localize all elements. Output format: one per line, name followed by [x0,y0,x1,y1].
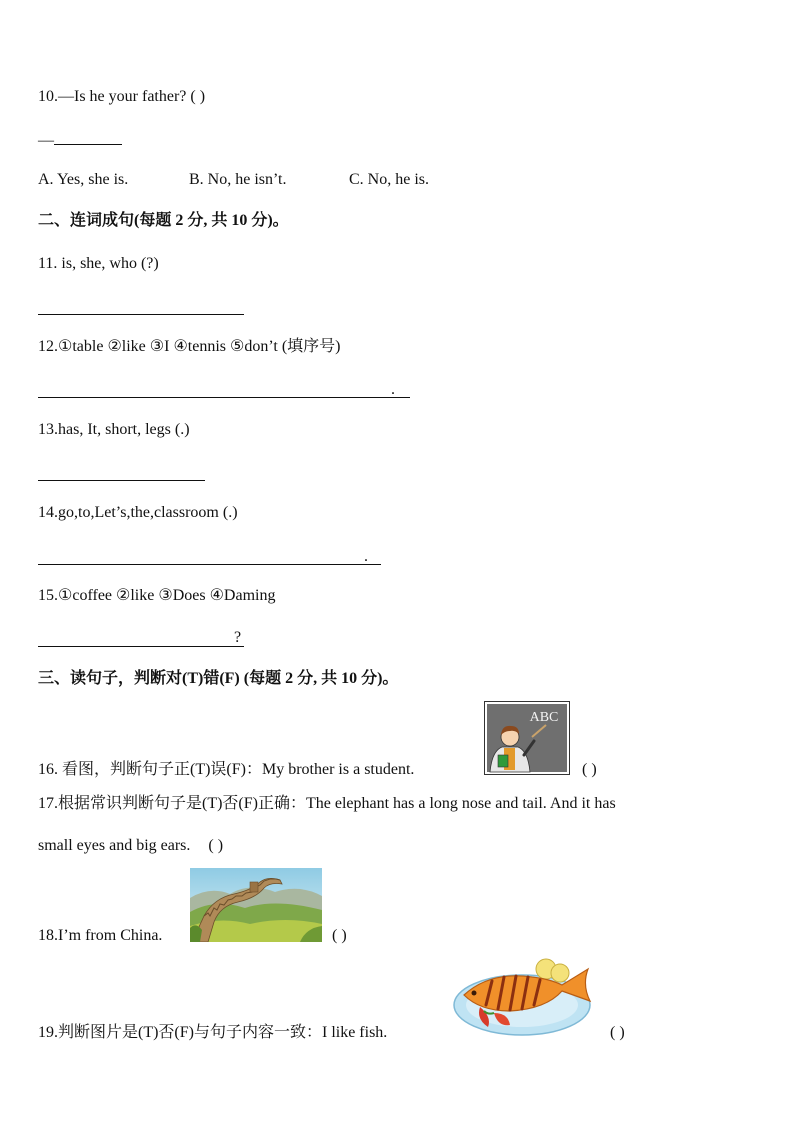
q10-answer-blank[interactable] [54,134,122,145]
q16-answer-paren[interactable]: ( ) [582,761,597,778]
section3-title: 三、读句子，判断对(T)错(F) (每题 2 分, 共 10 分)。 [38,670,399,687]
section2-title: 二、连词成句(每题 2 分, 共 10 分)。 [38,212,289,229]
q19-answer-paren[interactable]: ( ) [610,1024,625,1041]
q13-answer-blank[interactable] [38,480,205,481]
fish-plate-image [450,955,600,1039]
q18-text: 18.I’m from China. [38,927,163,944]
q10-option-a[interactable]: A. Yes, she is. [38,171,129,188]
q12-answer-end: . [391,381,395,398]
q18-answer-paren[interactable]: ( ) [332,927,347,944]
q15-text: 15.①coffee ②like ③Does ④Daming [38,587,276,604]
q10-options [38,170,429,190]
q11-text: 11. is, she, who (?) [38,255,159,272]
q10-question: 10.—Is he your father? ( ) [38,88,206,105]
q17-line2 [38,836,223,856]
q14-text: 14.go,to,Let’s,the,classroom (.) [38,504,238,521]
q10-answer-line [38,131,122,151]
q10-answer-prefix: — [38,132,54,149]
q11-answer-blank[interactable] [38,314,244,315]
q17-answer-paren[interactable]: ( ) [208,837,224,854]
q12-text: 12.①table ②like ③I ④tennis ⑤don’t (填序号) [38,338,341,355]
q16-text: 16. 看图，判断句子正(T)误(F)：My brother is a student. [38,761,415,778]
teacher-blackboard-image [484,701,570,775]
q10-option-b[interactable]: B. No, he isn’t. [189,171,287,188]
fish-plate-icon [450,955,600,1039]
q19-text: 19.判断图片是(T)否(F)与句子内容一致：I like fish. [38,1024,388,1041]
great-wall-image [190,868,322,942]
q14-answer-blank[interactable] [38,564,381,565]
great-wall-icon [190,868,322,942]
q17-line2-text: small eyes and big ears. [38,837,191,854]
teacher-blackboard-icon [484,701,570,775]
q17-line1: 17.根据常识判断句子是(T)否(F)正确：The elephant has a long nose and tail. And it has [38,795,616,812]
q15-answer-end: ? [234,629,242,646]
board-text: ABC [529,710,559,725]
q15-answer-blank[interactable] [38,646,244,647]
q10-option-c[interactable]: C. No, he is. [349,171,429,188]
q12-answer-blank[interactable] [38,397,410,398]
q14-answer-end: . [364,548,368,565]
q13-text: 13.has, It, short, legs (.) [38,421,190,438]
